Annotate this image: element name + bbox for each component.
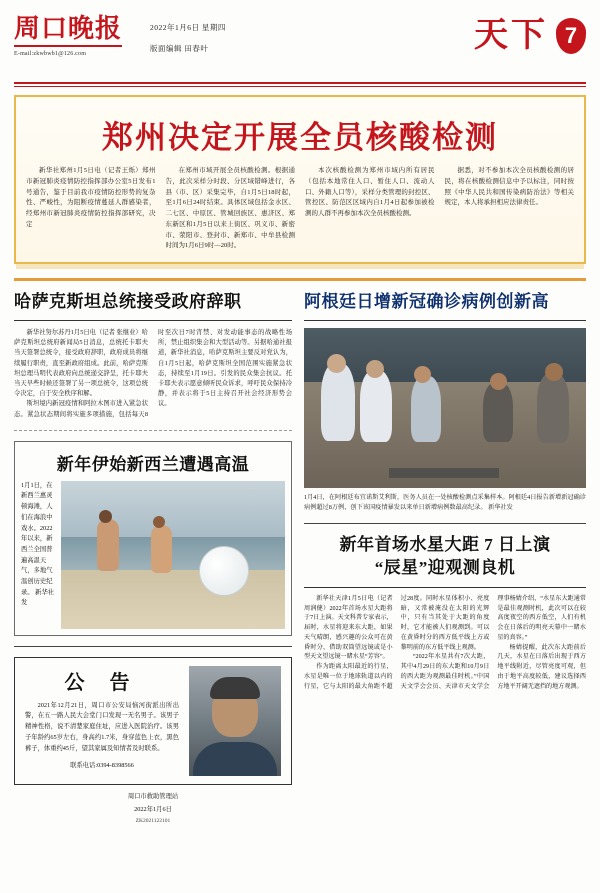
portrait-shoulders bbox=[193, 742, 277, 776]
mercury-rule bbox=[304, 587, 586, 588]
photo-patient-1 bbox=[411, 376, 441, 442]
lead-headline: 郑州决定开展全员核酸检测 bbox=[102, 120, 498, 155]
left-separator-1 bbox=[14, 430, 292, 431]
newzealand-inner bbox=[21, 481, 285, 629]
lead-column-3 bbox=[305, 166, 435, 252]
kazakhstan-body bbox=[14, 328, 292, 420]
notice-code: ZK2021122101 bbox=[135, 818, 171, 825]
mercury-paragraph: “2022年水星共有7次大距，其中4月29日的东大距和10月9日的西大距为观测最佳时机。”中国天文学会会员、天津市天文学会理事杨婧介绍，“水星东大距通常是最佳观测时机，此次可以在较高度夜空的西方低空，人们有机会在日落后的明亮天幕中一睹水星的真容。” bbox=[400, 595, 586, 690]
newzealand-article bbox=[14, 441, 292, 636]
photo-medic-2-head bbox=[366, 360, 384, 378]
main-grid bbox=[14, 291, 586, 824]
mercury-body bbox=[304, 595, 586, 693]
mercury-paragraph: 杨婧提醒，此次东大距前后几天，水星在日落后出现于西方地平线附近，尽管亮度可观，但由于地平高度较低，建议选择西方地平开阔无遮挡的地方观测。 bbox=[497, 644, 586, 690]
masthead-right bbox=[474, 16, 586, 54]
lead-column-2 bbox=[166, 166, 296, 252]
notice-title: 公 告 bbox=[64, 671, 140, 694]
argentina-article bbox=[304, 291, 586, 513]
notice-contact: 联系电话:0394-8398566 bbox=[70, 762, 134, 770]
kazakhstan-headline: 哈萨克斯坦总统接受政府辞职 bbox=[14, 291, 242, 311]
photo-person-right-head bbox=[153, 516, 165, 528]
mercury-paragraph: 作为距离太阳最近的行星，水星是唯一位于地球轨道以内的行星，它与太阳的最大角距不超过28度。同时水星体积小、亮度暗，又常被淹没在太阳的光辉中，只有当其处于大距的角度时，它才能被人们观测到。可以在黄昏时分的西方低平线上方或黎明前的东方低平线上观测。 bbox=[304, 595, 490, 690]
notice-body bbox=[25, 701, 179, 755]
masthead-rule-thick bbox=[14, 82, 586, 84]
photo-sea bbox=[61, 537, 285, 570]
kazakhstan-rule bbox=[14, 320, 292, 321]
newzealand-photo bbox=[61, 481, 285, 629]
photo-table bbox=[389, 468, 499, 478]
argentina-photo bbox=[304, 328, 586, 488]
photo-sand bbox=[61, 570, 285, 629]
photo-person-left bbox=[97, 519, 119, 571]
lead-column-4 bbox=[445, 166, 575, 252]
newspaper-email: E-mail:zkwbwb1@126.com bbox=[14, 51, 87, 57]
newspaper-logo bbox=[14, 16, 134, 57]
kazakhstan-paragraph: 新华社努尔苏丹1月5日电（记者 张继业）哈萨克斯坦总统府新闻局5日消息，总统托卡耶夫当天签署总统令，接受政府辞职，政府成员将继续履行职责，直至新政府组成。此前，哈萨克斯坦总理马明代表政府向总统递交辞呈，托卡耶夫当天早些时候还签署了另一项总统令，这项总统令决定，自于安全秩序和解。 bbox=[14, 329, 148, 398]
newzealand-caption: 1月1日，在新西兰惠灵顿海滩，人们在海浪中戏水。2022年以来，新西兰全国普遍高温天气，多地气温创历史纪录。 新华社发 bbox=[21, 481, 55, 607]
left-column bbox=[14, 291, 292, 824]
page-number-badge: 7 bbox=[556, 18, 586, 54]
photo-inflatable-ring bbox=[199, 546, 249, 596]
photo-medic-1 bbox=[321, 363, 355, 441]
photo-person-right bbox=[151, 525, 172, 573]
section-title: 天下 bbox=[474, 17, 548, 54]
photo-sky bbox=[61, 481, 285, 537]
kazakhstan-article bbox=[14, 291, 292, 420]
newzealand-headline: 新年伊始新西兰遭遇高温 bbox=[56, 454, 250, 474]
lead-column-1 bbox=[26, 166, 156, 252]
mercury-article bbox=[304, 534, 586, 692]
photo-medic-1-head bbox=[327, 354, 346, 373]
photo-patient-3 bbox=[537, 373, 569, 443]
left-separator-2 bbox=[14, 646, 292, 647]
notice-date: 2022年1月6日 bbox=[134, 806, 172, 814]
masthead-rule-thin bbox=[14, 86, 586, 87]
lead-paragraph: 本次核酸检测为郑州市域内所有居民（包括本地常住人口、暂住人口、流动人口、外籍人口等），采样分类管理的封控区、管控区、防范区区域内自1月4日起参加被检测的人群不再参加本次全员核酸检测。 bbox=[305, 167, 435, 218]
public-notice bbox=[14, 657, 292, 785]
kazakhstan-paragraph: 斯坦境内新冠疫情和阿拉木图市进入紧急状态。紧急状态期间将实施多项措施，包括每天8时至次日7时宵禁、对发动能事态的战略性场所，禁止组织集会和大型活动等。另据哈通社报道，新华社消息，哈萨克斯坦主要反对党认为，自1月5日起，哈萨克斯坦全国范围实施紧急状态，持续至1月19日。引发的民众集会抗议。托卡耶夫表示愿意倾听民众诉求，呼吁民众保持冷静，并表示将于5日主持召开社会经济形势会议。 bbox=[14, 329, 292, 418]
argentina-photo-caption: 1月4日，在阿根廷布宜诺斯艾利斯，医务人员在一处核酸检测点采集样本。阿根廷4日报告新增新冠确诊病例超过8万例，创下该国疫情暴发以来单日新增病例数最高纪录。 新华社发 bbox=[304, 494, 586, 511]
page-editor-credit: 版面编辑 田春叶 bbox=[150, 44, 209, 53]
photo-patient-2-head bbox=[490, 373, 507, 390]
issue-date: 2022年1月6日 星期四 bbox=[150, 23, 226, 32]
photo-medic-2 bbox=[360, 370, 392, 442]
portrait-hair bbox=[210, 677, 260, 699]
mercury-headline-line1: 新年首场水星大距 7 日上演 bbox=[339, 534, 551, 554]
lead-bottom-rule bbox=[14, 278, 586, 281]
mercury-headline-line2: “辰星”迎观测良机 bbox=[374, 557, 516, 577]
right-column bbox=[304, 291, 586, 824]
lead-paragraph: 在郑州市域开展全员核酸检测。根据通告，此次采样分时段、分区域错峰进行，各县（市、区）采集完毕，自1月5日18时起，至1月6日24时结束。具体区域包括金水区、二七区、中原区、管城回族区、惠济区、郑东新区和1月5日以来上街区、巩义市、新密市、荥阳市、登封市、新郑市、中牟县检测时间为1月6日9时—20时。 bbox=[165, 167, 295, 250]
notice-portrait-photo bbox=[189, 666, 281, 776]
photo-patient-2 bbox=[483, 382, 513, 442]
masthead bbox=[14, 0, 586, 78]
lead-story bbox=[14, 95, 586, 264]
lead-paragraph: 新华社郑州1月5日电（记者王烁）郑州市新冠肺炎疫情防控指挥部办公室5日发布1号通告，鉴于目前我市疫情防控形势的复杂性、严峻性，为阻断疫情蔓延人群感染者，经郑州市新冠肺炎疫情防控指挥部研究，决定 bbox=[26, 167, 156, 228]
notice-signer: 周口市救助管理站 bbox=[127, 792, 179, 800]
lead-paragraph: 据悉，对不参加本次全员核酸检测的居民，将在核酸检测信息中予以标注，同时按照《中华人民共和国传染病防治法》等相关规定，本人将承担相应法律责任。 bbox=[444, 167, 574, 207]
masthead-center bbox=[134, 16, 474, 54]
notice-paragraph: 2021年12月21日，周口市公安局恼河街派出所出警，在五一路人民大会堂门口发现一无名男子。该男子精神性格，说不清楚家庭住址，应进入医院治疗。该男子年龄约65岁左右，身高约1.7米，身穿蓝色上衣，黑色裤子，体重约45斤，望其家属及知情者及时联系。 bbox=[25, 701, 179, 752]
argentina-rule bbox=[304, 320, 586, 321]
mercury-paragraph: 新华社天津1月5日电（记者 周润健）2022年首场水星大距将于7日上演。天文科普专家表示，届时，水星将迎来东大距，如果天气晴朗，感兴趣的公众可在黄昏时分，借助双筒望远镜或是小型天文望远镜一睹水星“芳容”。 bbox=[304, 595, 393, 661]
argentina-headline: 阿根廷日增新冠确诊病例创新高 bbox=[304, 291, 549, 311]
right-separator-1 bbox=[304, 523, 586, 524]
newspaper-name: 周口晚报 bbox=[14, 16, 122, 47]
lead-body bbox=[26, 166, 574, 252]
